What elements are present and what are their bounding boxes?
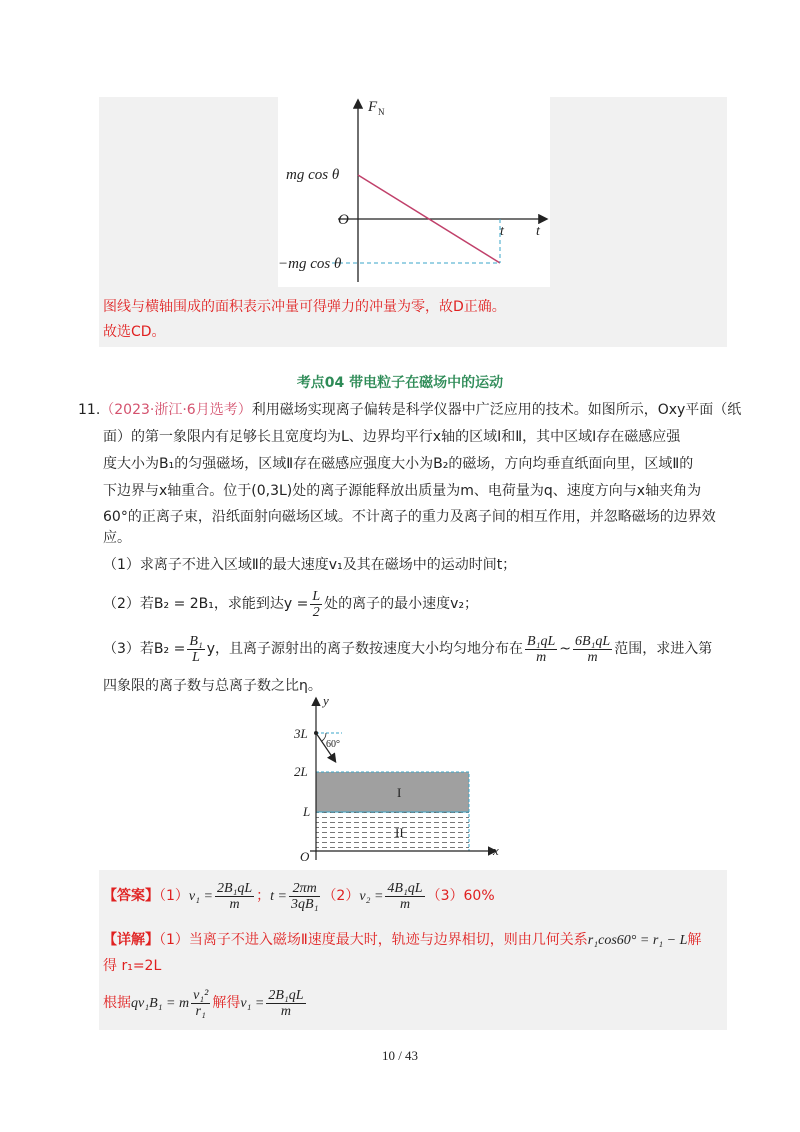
detail-text-1-end: 解: [687, 932, 702, 948]
part3-text-a: （3）若B₂ =: [103, 641, 186, 657]
region-1: [316, 772, 469, 812]
answer-line: [103, 878, 495, 915]
question-part-1: （1）求离子不进入区域Ⅱ的最大速度v₁及其在磁场中的运动时间t；: [103, 557, 517, 573]
detail-eq-1: r₁cos60° = r₁ − L: [587, 933, 688, 948]
y-axis-label-sub: N: [378, 107, 385, 117]
question-line-2: 面）的第一象限内有足够长且宽度均为L、边界均平行x轴的区域Ⅰ和Ⅱ，其中区域Ⅰ存在磁感应强: [103, 429, 681, 445]
detail-v1: v₁ =: [240, 996, 265, 1011]
answer-part2: （2）: [322, 888, 360, 904]
question-line-1: [78, 400, 741, 420]
detail-eq-3: qv₁B₁ = m: [131, 996, 190, 1011]
answer-part3: （3）60%: [426, 888, 495, 904]
region-2: [316, 812, 469, 851]
conclusion-line-1: 图线与横轴围成的面积表示冲量可得弹力的冲量为零，故D正确。: [103, 299, 506, 315]
question-part-3-cont: 四象限的离子数与总离子数之比η。: [103, 678, 322, 694]
region-1-label: I: [397, 785, 402, 800]
question-part-3: [103, 632, 712, 666]
question-line-6: 应。: [103, 530, 131, 546]
part3-tilde: ~: [559, 641, 571, 657]
detail-line-3: [103, 984, 308, 1023]
part3-text-c: 范围，求进入第: [614, 641, 713, 657]
part2-fraction: $\frac{L}{2}$: [312, 588, 321, 620]
t-mark-label: t: [500, 224, 504, 239]
bottom-value-label: −mg cos θ: [278, 256, 342, 272]
question-line-5: 60°的正离子束，沿纸面射向磁场区域。不计离子的重力及离子间的相互作用，并忽略磁场的边界效: [103, 509, 716, 525]
question-number: 11.: [78, 402, 101, 418]
detail-eq-3-fraction: $\frac{\text{v₁²}}{\text{r₁}}$: [193, 987, 209, 1019]
t-axis-label: t: [536, 224, 540, 239]
label-2L: 2L: [294, 764, 308, 779]
part3-fraction-b: $\frac{\text{B₁}}{L}$: [189, 633, 203, 665]
part2-text-a: （2）若B₂ = 2B₁，求能到达y =: [103, 596, 309, 612]
conclusion-line-2: 故选CD。: [103, 324, 166, 340]
answer-v1-fraction: $\frac{\text{2B₁qL}}{m}$: [216, 880, 253, 912]
question-line-3: 度大小为B₁的匀强磁场，区域Ⅱ存在磁感应强度大小为B₂的磁场，方向均垂直纸面向里，区域Ⅱ的: [103, 456, 694, 472]
question-text-1: 利用磁场实现离子偏转是科学仪器中广泛应用的技术。如图所示，Oxy平面（纸: [251, 402, 742, 418]
answer-tag: 【答案】: [103, 888, 159, 904]
force-time-svg: [278, 97, 550, 287]
force-time-graph: [278, 97, 550, 287]
magnetic-field-svg: [290, 695, 510, 865]
question-part-2: [103, 587, 478, 621]
answer-separator: ；: [256, 888, 271, 904]
section-title: 考点04 带电粒子在磁场中的运动: [296, 375, 504, 391]
answer-part1: （1）: [159, 888, 189, 904]
magnetic-field-diagram: [290, 695, 510, 865]
page-number: 10 / 43: [381, 1048, 419, 1063]
part3-text-b: y，且离子源射出的离子数按速度大小均匀地分布在: [206, 641, 524, 657]
label-3L: 3L: [294, 726, 308, 741]
detail-tag: 【详解】: [103, 932, 159, 948]
x-axis-label: x: [493, 843, 499, 858]
label-O: O: [300, 849, 310, 864]
question-line-4: 下边界与x轴重合。位于(0,3L)处的离子源能释放出质量为m、电荷量为q、速度方向与x轴夹角为: [103, 483, 702, 499]
angle-label: 60°: [326, 739, 340, 750]
label-L: L: [303, 804, 311, 819]
ion-source-dot: [314, 731, 318, 735]
top-value-label: mg cos θ: [286, 167, 340, 183]
answer-v1: v₁ =: [188, 889, 213, 904]
answer-v2-fraction: $\frac{\text{4B₁qL}}{m}$: [387, 880, 423, 912]
detail-text-3b: 解得: [212, 995, 241, 1011]
origin-label: O: [338, 212, 349, 228]
answer-t: t =: [270, 889, 288, 904]
answer-v2: v₂ =: [359, 889, 384, 904]
detail-text-3a: 根据: [103, 995, 131, 1011]
part2-text-b: 处的离子的最小速度v₂；: [324, 596, 479, 612]
y-axis-label: F: [368, 99, 378, 115]
answer-t-fraction: $\frac{2\pi m}{\text{3qB₁}}$: [291, 880, 319, 912]
question-source: （2023·浙江·6月选考）: [100, 402, 252, 418]
region-2-label: II: [395, 825, 404, 840]
detail-line-1: [103, 930, 701, 951]
detail-text-1: （1）当离子不进入磁场Ⅱ速度最大时，轨迹与边界相切，则由几何关系: [159, 932, 588, 948]
part3-fraction-low: $\frac{\text{B₁qL}}{m}$: [527, 633, 556, 665]
y-axis-label: y: [323, 695, 329, 708]
part3-fraction-high: $\frac{\text{6B₁qL}}{m}$: [574, 633, 611, 665]
detail-v1-fraction: $\frac{\text{2B₁qL}}{m}$: [268, 987, 304, 1019]
detail-line-2: 得 r₁=2L: [103, 958, 162, 974]
